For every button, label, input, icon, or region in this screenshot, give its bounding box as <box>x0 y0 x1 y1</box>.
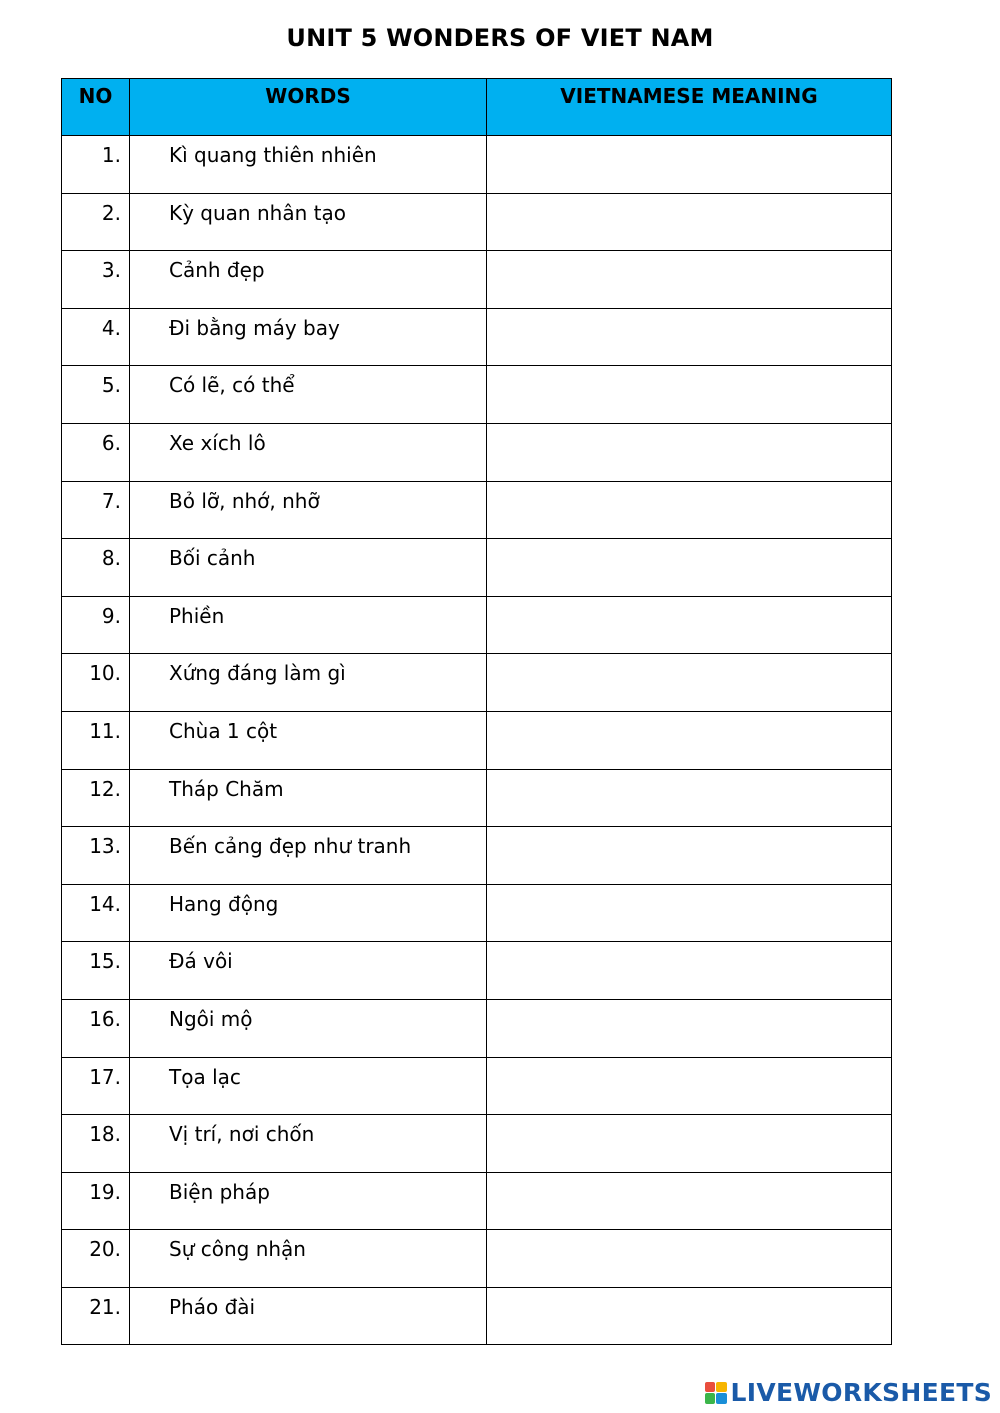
table-row <box>62 481 892 539</box>
row-meaning-answer-field[interactable] <box>487 999 892 1057</box>
table-row <box>62 999 892 1057</box>
row-word: Kỳ quan nhân tạo <box>130 193 487 251</box>
row-meaning-answer-field[interactable] <box>487 1230 892 1288</box>
table-row <box>62 654 892 712</box>
row-number: 18. <box>62 1115 130 1173</box>
table-row <box>62 423 892 481</box>
row-number: 14. <box>62 884 130 942</box>
table-row <box>62 884 892 942</box>
row-word: Đi bằng máy bay <box>130 308 487 366</box>
table-row <box>62 1115 892 1173</box>
row-word: Kì quang thiên nhiên <box>130 136 487 194</box>
row-meaning-answer-field[interactable] <box>487 366 892 424</box>
row-meaning-answer-field[interactable] <box>487 769 892 827</box>
row-word: Đá vôi <box>130 942 487 1000</box>
row-word: Biện pháp <box>130 1172 487 1230</box>
row-meaning-answer-field[interactable] <box>487 596 892 654</box>
row-number: 13. <box>62 827 130 885</box>
row-word: Tháp Chăm <box>130 769 487 827</box>
header-meaning: VIETNAMESE MEANING <box>487 79 892 136</box>
row-meaning-answer-field[interactable] <box>487 654 892 712</box>
row-number: 3. <box>62 251 130 309</box>
liveworksheets-logo[interactable] <box>705 1378 992 1407</box>
row-word: Xứng đáng làm gì <box>130 654 487 712</box>
row-meaning-answer-field[interactable] <box>487 193 892 251</box>
row-number: 6. <box>62 423 130 481</box>
row-number: 4. <box>62 308 130 366</box>
row-meaning-answer-field[interactable] <box>487 251 892 309</box>
header-no: NO <box>62 79 130 136</box>
row-word: Vị trí, nơi chốn <box>130 1115 487 1173</box>
row-number: 9. <box>62 596 130 654</box>
row-number: 7. <box>62 481 130 539</box>
row-number: 10. <box>62 654 130 712</box>
row-number: 2. <box>62 193 130 251</box>
row-meaning-answer-field[interactable] <box>487 827 892 885</box>
logo-text: LIVEWORKSHEETS <box>730 1378 992 1407</box>
table-row <box>62 1057 892 1115</box>
row-meaning-answer-field[interactable] <box>487 539 892 597</box>
row-meaning-answer-field[interactable] <box>487 1287 892 1345</box>
row-word: Ngôi mộ <box>130 999 487 1057</box>
row-number: 1. <box>62 136 130 194</box>
table-row <box>62 596 892 654</box>
row-word: Hang động <box>130 884 487 942</box>
row-meaning-answer-field[interactable] <box>487 423 892 481</box>
table-row <box>62 251 892 309</box>
row-meaning-answer-field[interactable] <box>487 308 892 366</box>
row-number: 15. <box>62 942 130 1000</box>
table-row <box>62 827 892 885</box>
row-meaning-answer-field[interactable] <box>487 884 892 942</box>
vocabulary-table <box>61 78 892 1345</box>
row-number: 5. <box>62 366 130 424</box>
row-meaning-answer-field[interactable] <box>487 711 892 769</box>
row-meaning-answer-field[interactable] <box>487 942 892 1000</box>
table-row <box>62 1172 892 1230</box>
row-number: 8. <box>62 539 130 597</box>
liveworksheets-logo-icon <box>705 1382 727 1404</box>
page-title: UNIT 5 WONDERS OF VIET NAM <box>286 24 714 52</box>
table-row <box>62 193 892 251</box>
table-row <box>62 366 892 424</box>
row-word: Bỏ lỡ, nhớ, nhỡ <box>130 481 487 539</box>
row-meaning-answer-field[interactable] <box>487 1115 892 1173</box>
table-row <box>62 1230 892 1288</box>
row-number: 11. <box>62 711 130 769</box>
row-number: 19. <box>62 1172 130 1230</box>
row-word: Tọa lạc <box>130 1057 487 1115</box>
row-number: 20. <box>62 1230 130 1288</box>
row-word: Chùa 1 cột <box>130 711 487 769</box>
table-header-row <box>62 79 892 136</box>
table-row <box>62 308 892 366</box>
row-meaning-answer-field[interactable] <box>487 1172 892 1230</box>
row-number: 12. <box>62 769 130 827</box>
table-row <box>62 769 892 827</box>
row-word: Sự công nhận <box>130 1230 487 1288</box>
row-word: Có lẽ, có thể <box>130 366 487 424</box>
row-number: 16. <box>62 999 130 1057</box>
row-word: Phiền <box>130 596 487 654</box>
table-row <box>62 711 892 769</box>
row-word: Bến cảng đẹp như tranh <box>130 827 487 885</box>
table-row <box>62 1287 892 1345</box>
row-meaning-answer-field[interactable] <box>487 481 892 539</box>
row-number: 17. <box>62 1057 130 1115</box>
row-number: 21. <box>62 1287 130 1345</box>
table-row <box>62 136 892 194</box>
row-word: Xe xích lô <box>130 423 487 481</box>
row-meaning-answer-field[interactable] <box>487 1057 892 1115</box>
row-word: Bối cảnh <box>130 539 487 597</box>
row-word: Pháo đài <box>130 1287 487 1345</box>
row-meaning-answer-field[interactable] <box>487 136 892 194</box>
header-words: WORDS <box>130 79 487 136</box>
table-row <box>62 539 892 597</box>
row-word: Cảnh đẹp <box>130 251 487 309</box>
table-row <box>62 942 892 1000</box>
